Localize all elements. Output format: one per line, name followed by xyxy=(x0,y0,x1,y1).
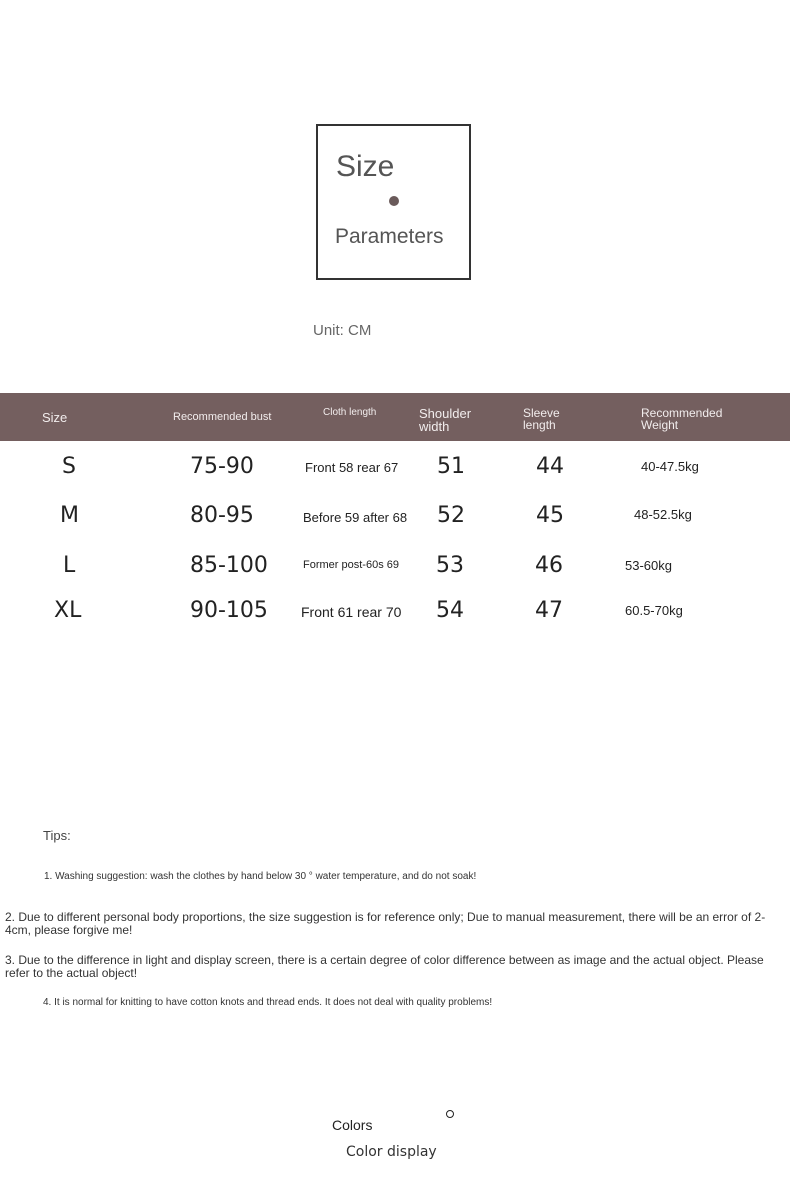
table-row-weight: 48-52.5kg xyxy=(634,507,692,522)
table-row-bust: 75-90 xyxy=(190,454,254,479)
header-sleeve-length: Sleeve length xyxy=(523,406,560,432)
tip-item: 2. Due to different personal body proportions, the size suggestion is for reference only; Due to manual measurement, there will be an error of 2-4cm, please forgive me! xyxy=(5,910,766,938)
table-row-size: M xyxy=(60,503,79,528)
table-row-sleeve: 46 xyxy=(535,553,563,578)
title-dot xyxy=(389,196,399,206)
header-bust: Recommended bust xyxy=(173,411,272,423)
table-row-sleeve: 47 xyxy=(535,598,563,623)
table-row-sleeve: 45 xyxy=(536,503,564,528)
table-row-size: L xyxy=(63,553,76,578)
table-row-bust: 90-105 xyxy=(190,598,268,623)
header-size: Size xyxy=(42,410,68,425)
tips-label: Tips: xyxy=(43,828,71,843)
title-size: Size xyxy=(336,150,395,183)
unit-label: Unit: CM xyxy=(313,322,372,339)
table-row-sleeve: 44 xyxy=(536,454,564,479)
header-shoulder-width: Shoulder width xyxy=(419,406,472,434)
table-row-shoulder: 54 xyxy=(436,598,464,623)
tip-item: 4. It is normal for knitting to have cotton knots and thread ends. It does not deal with quality problems! xyxy=(43,997,493,1008)
tip-item: 3. Due to the difference in light and display screen, there is a certain degree of color difference between as image and the actual object. Please refer to the actual object! xyxy=(5,953,764,981)
table-row-cloth: Former post-60s 69 xyxy=(303,559,399,571)
table-row-cloth: Before 59 after 68 xyxy=(303,510,408,525)
table-row-size: S xyxy=(62,454,76,479)
table-row-shoulder: 52 xyxy=(437,503,465,528)
ring-icon xyxy=(446,1110,454,1118)
color-display-heading: Color display xyxy=(346,1144,437,1160)
header-cloth-length: Cloth length xyxy=(323,407,377,418)
table-row-weight: 40-47.5kg xyxy=(641,459,699,474)
tip-item: 1. Washing suggestion: wash the clothes by hand below 30 ° water temperature, and do not soak! xyxy=(44,871,477,882)
table-row-cloth: Front 58 rear 67 xyxy=(305,460,399,475)
table-row-size: XL xyxy=(54,598,82,623)
table-row-shoulder: 51 xyxy=(437,454,465,479)
table-row-bust: 85-100 xyxy=(190,553,268,578)
table-row-bust: 80-95 xyxy=(190,503,254,528)
title-parameters: Parameters xyxy=(335,225,444,248)
colors-heading: Colors xyxy=(332,1117,373,1133)
table-row-shoulder: 53 xyxy=(436,553,464,578)
table-row-cloth: Front 61 rear 70 xyxy=(301,604,402,620)
header-weight: Recommended Weight xyxy=(641,406,723,432)
table-row-weight: 60.5-70kg xyxy=(625,603,683,618)
table-row-weight: 53-60kg xyxy=(625,558,672,573)
